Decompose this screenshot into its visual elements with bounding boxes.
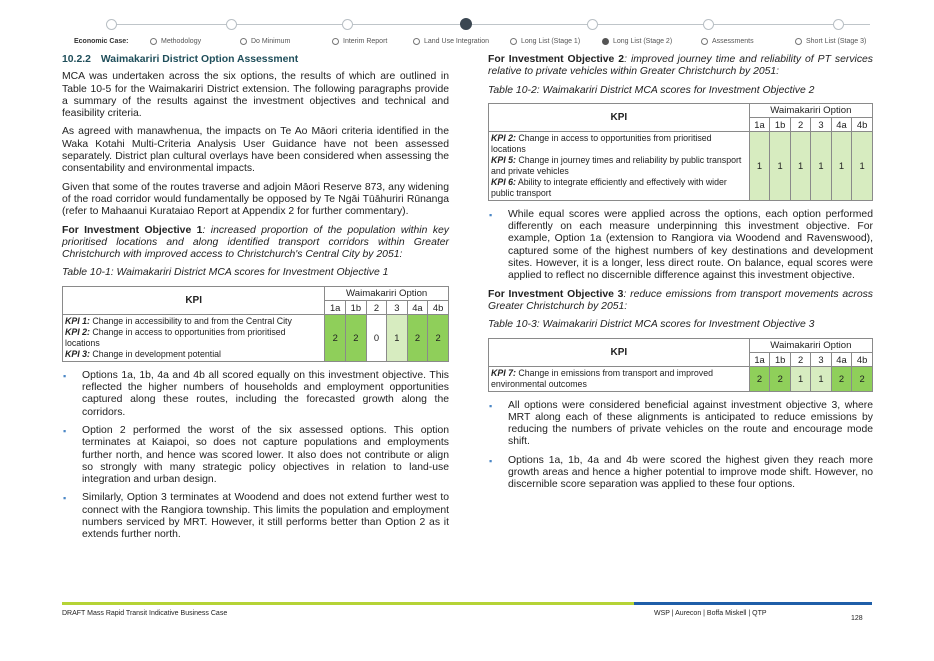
objective-1-title: For Investment Objective 1 (62, 224, 203, 236)
objective-3-desc: : reduce emissions from transport movements across Greater Christchurch by 2051: (488, 288, 873, 312)
list-item: ▪ Option 2 performed the worst of the six assessed options. This option terminates at Kaiapoi, so does not capture populations and employments further north, and hence was scored lower. It also does not contribute or align so strongly with many strategic policy objectives in relation to land-use integration and urban design. (62, 425, 449, 486)
option-header: 2 (790, 117, 810, 131)
score-cell: 1 (811, 131, 831, 200)
footer-bar-blue (634, 602, 872, 605)
radio-circle-icon (510, 38, 517, 45)
kpi-header: KPI (63, 286, 325, 314)
kpi-code: KPI 7: (491, 367, 516, 378)
kpi-text: Change in access to opportunities from prioritised locations (65, 326, 286, 348)
option-group-header: Waimakariri Option (749, 338, 872, 352)
objective-2-paragraph (488, 54, 873, 79)
list-item: ▪ Options 1a, 1b, 4a and 4b all scored equally on this investment objective. This reflected the higher numbers of households and employment opportunities captured along these routes, including the forecasted growth along the corridors. (62, 370, 449, 419)
objective-2-bullets (488, 209, 873, 283)
objective-1-bullets (62, 370, 449, 542)
nav-item-label: Methodology (161, 38, 202, 45)
table-3-caption: Table 10-3: Waimakariri District MCA scores for Investment Objective 3 (488, 319, 815, 331)
progress-dot (460, 18, 472, 30)
progress-dot (342, 19, 353, 30)
score-cell: 2 (749, 366, 770, 391)
kpi-text: Change in emissions from transport and improved environmental outcomes (491, 367, 713, 389)
option-header: 4a (831, 352, 852, 366)
kpi-cell (63, 314, 325, 361)
option-header: 4b (852, 117, 873, 131)
nav-item[interactable] (332, 38, 387, 45)
option-header: 3 (387, 300, 407, 314)
table-2-container (488, 103, 873, 201)
kpi-code: KPI 6: (491, 176, 516, 187)
score-cell: 1 (790, 131, 810, 200)
score-cell: 0 (366, 314, 386, 361)
kpi-line (491, 133, 747, 155)
score-cell: 2 (407, 314, 428, 361)
option-header: 2 (366, 300, 386, 314)
kpi-text: Ability to integrate efficiently and effectively with wider public transport (491, 176, 727, 198)
kpi-code: KPI 2: (491, 132, 516, 143)
progress-dot (106, 19, 117, 30)
table-3-container (488, 338, 873, 392)
radio-circle-icon (413, 38, 420, 45)
kpi-header: KPI (489, 103, 750, 131)
kpi-line (65, 316, 322, 327)
kpi-cell (489, 366, 750, 391)
kpi-code: KPI 1: (65, 315, 90, 326)
nav-item[interactable] (602, 38, 672, 45)
score-cell: 1 (831, 131, 852, 200)
kpi-code: KPI 5: (491, 154, 516, 165)
score-cell: 2 (852, 366, 873, 391)
paragraph: MCA was undertaken across the six options, the results of which are outlined in Table 10-5 for the Waimakariri District extension. The following paragraphs provide a summary of the results against the investment objectives and technical and feasibility criteria. (62, 71, 449, 120)
option-header: 1b (770, 117, 791, 131)
option-header: 1b (346, 300, 367, 314)
nav-item[interactable] (701, 38, 754, 45)
radio-circle-icon (240, 38, 247, 45)
mca-table (488, 338, 873, 392)
list-item: ▪ Options 1a, 1b, 4a and 4b were scored the highest given they reach more growth areas and hence a higher potential to improve mode shift. However, no discernible score separation was applied to these four options. (488, 455, 873, 492)
nav-item[interactable] (240, 38, 290, 45)
nav-item[interactable] (510, 38, 580, 45)
option-header: 1a (325, 300, 346, 314)
score-cell: 1 (811, 366, 831, 391)
objective-3-title: For Investment Objective 3 (488, 288, 624, 300)
progress-line (110, 24, 870, 25)
objective-3-paragraph (488, 289, 873, 314)
kpi-text: Change in journey times and reliability by public transport and private vehicles (491, 154, 742, 176)
option-header: 3 (811, 352, 831, 366)
progress-dot (226, 19, 237, 30)
option-group-header: Waimakariri Option (325, 286, 449, 300)
kpi-text: Change in development potential (89, 348, 222, 359)
mca-table (62, 286, 449, 362)
option-header: 3 (811, 117, 831, 131)
table-1-container (62, 286, 449, 362)
nav-item[interactable] (413, 38, 489, 45)
table-1-caption: Table 10-1: Waimakariri District MCA scores for Investment Objective 1 (62, 267, 389, 279)
nav-item-label: Long List (Stage 1) (521, 38, 581, 45)
nav-label: Economic Case: (74, 38, 129, 45)
footer-authors: WSP | Aurecon | Boffa Miskell | QTP (654, 610, 767, 617)
score-cell: 2 (346, 314, 367, 361)
radio-circle-icon (602, 38, 609, 45)
list-item: ▪ While equal scores were applied across the options, each option performed differently on each measure underpinning this investment objective. For example, Option 1a (extension to Rangiora via Woodend and Ravenswood), captured some of the highest numbers of key destinations and development sites. However, it is a longer, less direct route. On balance, equal scores were applied to reflect no discernible difference against this investment objective. (488, 209, 873, 283)
mca-table (488, 103, 873, 201)
progress-dot (587, 19, 598, 30)
kpi-line (491, 177, 747, 199)
score-cell: 2 (770, 366, 791, 391)
option-header: 1a (749, 352, 770, 366)
score-cell: 1 (387, 314, 407, 361)
paragraph: As agreed with manawhenua, the impacts on Te Ao Māori criteria identified in the Waka Kotahi Multi-Criteria Analysis User Guidance have not been assessed separately. District plan cultural overlays have been considered when assessing the consentability and environmental impacts. (62, 126, 449, 175)
footer-bar (62, 602, 872, 605)
left-column (62, 54, 449, 548)
nav-item-label: Do Minimum (251, 38, 291, 45)
kpi-line (491, 155, 747, 177)
table-2-caption: Table 10-2: Waimakariri District MCA scores for Investment Objective 2 (488, 84, 815, 96)
radio-circle-icon (332, 38, 339, 45)
nav-item-label: Long List (Stage 2) (613, 38, 673, 45)
objective-2-title: For Investment Objective 2 (488, 54, 625, 65)
right-column (488, 54, 873, 498)
kpi-header: KPI (489, 338, 750, 366)
kpi-code: KPI 2: (65, 326, 90, 337)
objective-1-paragraph (62, 225, 449, 262)
nav-item-label: Interim Report (343, 38, 388, 45)
nav-item[interactable] (150, 38, 201, 45)
nav-item[interactable] (795, 38, 866, 45)
objective-2-desc: : improved journey time and reliability of PT services relative to private vehicles within Greater Christchurch by 2051: (488, 54, 874, 78)
kpi-line (65, 349, 322, 360)
score-cell: 1 (791, 366, 811, 391)
nav-item-label: Short List (Stage 3) (806, 38, 867, 45)
option-header: 2 (791, 352, 811, 366)
progress-dot (833, 19, 844, 30)
score-cell: 1 (852, 131, 873, 200)
economic-case-nav (62, 38, 870, 50)
kpi-text: Change in accessibility to and from the Central City (89, 315, 292, 326)
score-cell: 2 (325, 314, 346, 361)
page-number: 128 (851, 615, 863, 622)
section-heading (62, 54, 449, 66)
list-item: ▪ All options were considered beneficial against investment objective 3, where MRT along each of these alignments is anticipated to reduce emissions by reducing the numbers of private vehicles on the route and encourage mode shift. (488, 400, 873, 449)
radio-circle-icon (150, 38, 157, 45)
section-title: Waimakariri District Option Assessment (100, 54, 299, 65)
objective-1-desc: : increased proportion of the population within key prioritised locations and along identified transport corridors within Greater Christchurch with improved access to Christchurch's Central City by 2051: (62, 224, 449, 261)
nav-item-label: Assessments (712, 38, 754, 45)
option-header: 4a (831, 117, 852, 131)
kpi-text: Change in access to opportunities from prioritised locations (491, 132, 712, 154)
score-cell: 2 (831, 366, 852, 391)
option-header: 4a (407, 300, 428, 314)
radio-circle-icon (701, 38, 708, 45)
option-header: 1a (749, 117, 770, 131)
score-cell: 1 (770, 131, 791, 200)
section-number: 10.2.2 (62, 54, 91, 65)
score-cell: 2 (428, 314, 449, 361)
option-header: 4b (852, 352, 873, 366)
kpi-cell (489, 131, 750, 200)
list-item: ▪ Similarly, Option 3 terminates at Woodend and does not extend further west to connect with the Rangiora township. This limits the population and employment numbers serviced by MRT. However, it still performs better than Option 2 as it extends further north. (62, 492, 449, 541)
option-group-header: Waimakariri Option (749, 103, 872, 117)
option-header: 4b (428, 300, 449, 314)
kpi-code: KPI 3: (65, 348, 90, 359)
score-cell: 1 (749, 131, 770, 200)
kpi-line (65, 327, 322, 349)
footer-document-title: DRAFT Mass Rapid Transit Indicative Business Case (62, 610, 228, 617)
footer-bar-green (62, 602, 634, 605)
paragraph: Given that some of the routes traverse and adjoin Māori Reserve 873, any widening of the road corridor would fundamentally be opposed by Te Ngāi Tūāhuriri Rūnanga (refer to Mahaanui Kurataiao Report at Appendix 2 for further commentary). (62, 181, 449, 218)
option-header: 1b (770, 352, 791, 366)
nav-item-label: Land Use Integration (424, 38, 489, 45)
progress-dot (703, 19, 714, 30)
objective-3-bullets (488, 400, 873, 492)
radio-circle-icon (795, 38, 802, 45)
kpi-line (491, 368, 747, 390)
